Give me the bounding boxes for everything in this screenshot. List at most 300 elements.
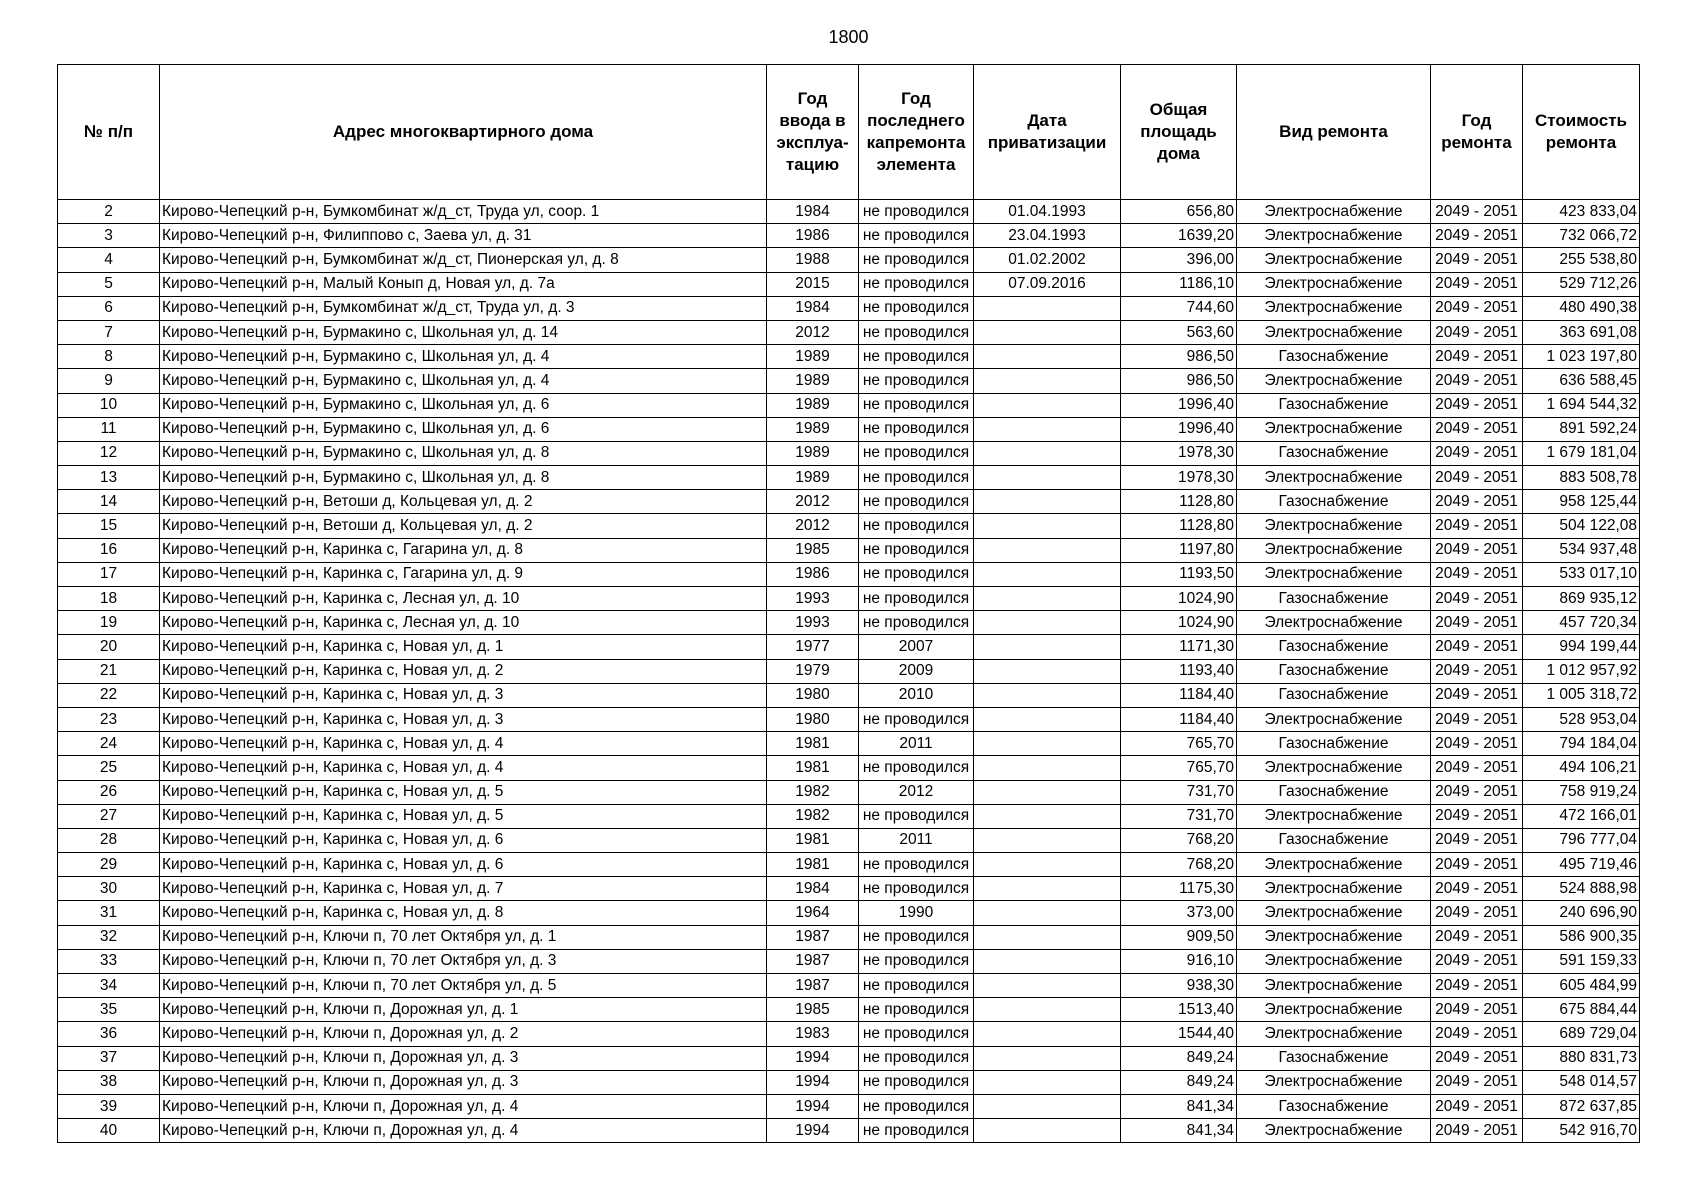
cell-last-repair-year: не проводился	[859, 369, 974, 393]
cell-address: Кирово-Чепецкий р-н, Каринка с, Новая ул, д. 5	[160, 804, 767, 828]
cell-last-repair-year: не проводился	[859, 949, 974, 973]
cell-repair-type: Электроснабжение	[1237, 224, 1431, 248]
cell-privatization-date	[974, 1094, 1121, 1118]
cell-privatization-date	[974, 1022, 1121, 1046]
cell-last-repair-year: не проводился	[859, 417, 974, 441]
cell-total-area: 916,10	[1121, 949, 1237, 973]
cell-repair-year: 2049 - 2051	[1431, 998, 1523, 1022]
table-row	[58, 320, 1640, 344]
cell-repair-year: 2049 - 2051	[1431, 683, 1523, 707]
table-row	[58, 1046, 1640, 1070]
cell-last-repair-year: 2011	[859, 828, 974, 852]
cell-privatization-date: 01.04.1993	[974, 200, 1121, 224]
table-row	[58, 877, 1640, 901]
table-row	[58, 1119, 1640, 1143]
cell-repair-year: 2049 - 2051	[1431, 1022, 1523, 1046]
table-row	[58, 974, 1640, 998]
cell-number: 33	[58, 949, 160, 973]
cell-total-area: 849,24	[1121, 1070, 1237, 1094]
cell-last-repair-year: не проводился	[859, 248, 974, 272]
table-row	[58, 272, 1640, 296]
cell-number: 22	[58, 683, 160, 707]
table-row	[58, 248, 1640, 272]
cell-commission-year: 1982	[767, 804, 859, 828]
cell-total-area: 1175,30	[1121, 877, 1237, 901]
cell-address: Кирово-Чепецкий р-н, Бурмакино с, Школьная ул, д. 6	[160, 417, 767, 441]
cell-last-repair-year: не проводился	[859, 320, 974, 344]
cell-privatization-date	[974, 1046, 1121, 1070]
cell-repair-cost: 1 012 957,92	[1523, 659, 1640, 683]
cell-repair-type: Электроснабжение	[1237, 853, 1431, 877]
cell-commission-year: 1994	[767, 1119, 859, 1143]
cell-last-repair-year: не проводился	[859, 804, 974, 828]
cell-repair-type: Газоснабжение	[1237, 683, 1431, 707]
cell-repair-type: Газоснабжение	[1237, 732, 1431, 756]
table-row	[58, 925, 1640, 949]
cell-commission-year: 1985	[767, 538, 859, 562]
cell-repair-cost: 457 720,34	[1523, 611, 1640, 635]
cell-number: 14	[58, 490, 160, 514]
cell-privatization-date	[974, 587, 1121, 611]
cell-repair-type: Электроснабжение	[1237, 562, 1431, 586]
cell-last-repair-year: не проводился	[859, 466, 974, 490]
cell-commission-year: 1981	[767, 756, 859, 780]
cell-last-repair-year: не проводился	[859, 441, 974, 465]
cell-commission-year: 1977	[767, 635, 859, 659]
cell-address: Кирово-Чепецкий р-н, Каринка с, Лесная ул, д. 10	[160, 587, 767, 611]
header-commission-year: Год ввода в эксплуа-тацию	[767, 65, 859, 200]
cell-privatization-date	[974, 998, 1121, 1022]
table-row	[58, 683, 1640, 707]
table-body	[58, 200, 1640, 1143]
cell-last-repair-year: 2011	[859, 732, 974, 756]
cell-privatization-date	[974, 538, 1121, 562]
table-header-row	[58, 65, 1640, 200]
table-row	[58, 828, 1640, 852]
page-number: 1800	[828, 27, 869, 47]
cell-repair-year: 2049 - 2051	[1431, 514, 1523, 538]
cell-last-repair-year: 2007	[859, 635, 974, 659]
table-row	[58, 393, 1640, 417]
cell-repair-cost: 872 637,85	[1523, 1094, 1640, 1118]
cell-repair-cost: 880 831,73	[1523, 1046, 1640, 1070]
cell-repair-type: Электроснабжение	[1237, 901, 1431, 925]
cell-privatization-date	[974, 611, 1121, 635]
cell-repair-type: Электроснабжение	[1237, 538, 1431, 562]
cell-total-area: 731,70	[1121, 804, 1237, 828]
cell-number: 23	[58, 707, 160, 731]
cell-address: Кирово-Чепецкий р-н, Ключи п, 70 лет Октября ул, д. 1	[160, 925, 767, 949]
table-row	[58, 804, 1640, 828]
cell-commission-year: 1994	[767, 1046, 859, 1070]
cell-address: Кирово-Чепецкий р-н, Бурмакино с, Школьная ул, д. 14	[160, 320, 767, 344]
cell-total-area: 744,60	[1121, 296, 1237, 320]
cell-last-repair-year: не проводился	[859, 877, 974, 901]
cell-repair-type: Электроснабжение	[1237, 514, 1431, 538]
cell-commission-year: 1989	[767, 441, 859, 465]
table-row	[58, 901, 1640, 925]
cell-repair-type: Электроснабжение	[1237, 1070, 1431, 1094]
table-row	[58, 490, 1640, 514]
cell-address: Кирово-Чепецкий р-н, Ключи п, 70 лет Октября ул, д. 3	[160, 949, 767, 973]
cell-repair-type: Газоснабжение	[1237, 1046, 1431, 1070]
table-row	[58, 441, 1640, 465]
cell-total-area: 1024,90	[1121, 587, 1237, 611]
cell-privatization-date: 23.04.1993	[974, 224, 1121, 248]
cell-repair-cost: 363 691,08	[1523, 320, 1640, 344]
cell-privatization-date	[974, 707, 1121, 731]
cell-number: 2	[58, 200, 160, 224]
cell-repair-cost: 675 884,44	[1523, 998, 1640, 1022]
cell-number: 15	[58, 514, 160, 538]
cell-commission-year: 1994	[767, 1094, 859, 1118]
cell-total-area: 656,80	[1121, 200, 1237, 224]
header-privatization-date: Дата приватизации	[974, 65, 1121, 200]
cell-commission-year: 2012	[767, 514, 859, 538]
cell-repair-cost: 494 106,21	[1523, 756, 1640, 780]
cell-repair-cost: 1 694 544,32	[1523, 393, 1640, 417]
cell-last-repair-year: не проводился	[859, 1022, 974, 1046]
cell-number: 12	[58, 441, 160, 465]
cell-repair-cost: 1 005 318,72	[1523, 683, 1640, 707]
table-row	[58, 200, 1640, 224]
cell-address: Кирово-Чепецкий р-н, Ключи п, Дорожная ул, д. 3	[160, 1070, 767, 1094]
table-row	[58, 707, 1640, 731]
cell-address: Кирово-Чепецкий р-н, Ветоши д, Кольцевая ул, д. 2	[160, 490, 767, 514]
cell-last-repair-year: не проводился	[859, 562, 974, 586]
cell-last-repair-year: не проводился	[859, 974, 974, 998]
cell-commission-year: 1981	[767, 853, 859, 877]
cell-number: 40	[58, 1119, 160, 1143]
table-row	[58, 224, 1640, 248]
header-total-area: Общая площадь дома	[1121, 65, 1237, 200]
cell-repair-year: 2049 - 2051	[1431, 925, 1523, 949]
cell-repair-type: Электроснабжение	[1237, 417, 1431, 441]
repair-registry-table	[57, 64, 1640, 1143]
cell-total-area: 1193,50	[1121, 562, 1237, 586]
cell-repair-cost: 689 729,04	[1523, 1022, 1640, 1046]
cell-commission-year: 1987	[767, 974, 859, 998]
cell-commission-year: 1981	[767, 828, 859, 852]
cell-last-repair-year: не проводился	[859, 490, 974, 514]
cell-commission-year: 1980	[767, 707, 859, 731]
cell-address: Кирово-Чепецкий р-н, Каринка с, Новая ул, д. 6	[160, 853, 767, 877]
cell-repair-type: Газоснабжение	[1237, 828, 1431, 852]
cell-repair-type: Электроснабжение	[1237, 320, 1431, 344]
cell-last-repair-year: не проводился	[859, 1070, 974, 1094]
cell-repair-type: Газоснабжение	[1237, 441, 1431, 465]
cell-number: 37	[58, 1046, 160, 1070]
cell-repair-year: 2049 - 2051	[1431, 393, 1523, 417]
cell-repair-year: 2049 - 2051	[1431, 248, 1523, 272]
cell-last-repair-year: не проводился	[859, 200, 974, 224]
cell-privatization-date	[974, 345, 1121, 369]
cell-number: 29	[58, 853, 160, 877]
cell-last-repair-year: не проводился	[859, 707, 974, 731]
table-row	[58, 732, 1640, 756]
cell-repair-year: 2049 - 2051	[1431, 853, 1523, 877]
table-row	[58, 514, 1640, 538]
cell-repair-cost: 504 122,08	[1523, 514, 1640, 538]
cell-repair-year: 2049 - 2051	[1431, 659, 1523, 683]
cell-repair-type: Газоснабжение	[1237, 490, 1431, 514]
cell-privatization-date	[974, 296, 1121, 320]
cell-address: Кирово-Чепецкий р-н, Каринка с, Новая ул, д. 2	[160, 659, 767, 683]
cell-repair-type: Газоснабжение	[1237, 659, 1431, 683]
cell-last-repair-year: 2010	[859, 683, 974, 707]
cell-number: 8	[58, 345, 160, 369]
cell-commission-year: 1987	[767, 949, 859, 973]
table-row	[58, 345, 1640, 369]
cell-repair-type: Электроснабжение	[1237, 1022, 1431, 1046]
cell-total-area: 1197,80	[1121, 538, 1237, 562]
cell-repair-year: 2049 - 2051	[1431, 949, 1523, 973]
cell-commission-year: 1964	[767, 901, 859, 925]
cell-repair-year: 2049 - 2051	[1431, 345, 1523, 369]
cell-number: 20	[58, 635, 160, 659]
cell-commission-year: 2015	[767, 272, 859, 296]
header-repair-year: Год ремонта	[1431, 65, 1523, 200]
cell-repair-cost: 891 592,24	[1523, 417, 1640, 441]
cell-repair-cost: 480 490,38	[1523, 296, 1640, 320]
cell-address: Кирово-Чепецкий р-н, Каринка с, Гагарина ул, д. 9	[160, 562, 767, 586]
cell-repair-type: Газоснабжение	[1237, 345, 1431, 369]
cell-privatization-date	[974, 466, 1121, 490]
cell-commission-year: 1986	[767, 562, 859, 586]
cell-repair-year: 2049 - 2051	[1431, 756, 1523, 780]
cell-repair-cost: 1 679 181,04	[1523, 441, 1640, 465]
cell-number: 34	[58, 974, 160, 998]
cell-repair-cost: 758 919,24	[1523, 780, 1640, 804]
cell-privatization-date	[974, 804, 1121, 828]
cell-repair-year: 2049 - 2051	[1431, 707, 1523, 731]
cell-repair-type: Электроснабжение	[1237, 296, 1431, 320]
cell-privatization-date: 01.02.2002	[974, 248, 1121, 272]
cell-total-area: 938,30	[1121, 974, 1237, 998]
cell-address: Кирово-Чепецкий р-н, Каринка с, Новая ул, д. 4	[160, 756, 767, 780]
cell-last-repair-year: не проводился	[859, 611, 974, 635]
cell-repair-cost: 869 935,12	[1523, 587, 1640, 611]
cell-total-area: 731,70	[1121, 780, 1237, 804]
cell-repair-cost: 591 159,33	[1523, 949, 1640, 973]
table-row	[58, 466, 1640, 490]
cell-repair-cost: 423 833,04	[1523, 200, 1640, 224]
cell-total-area: 1193,40	[1121, 659, 1237, 683]
cell-address: Кирово-Чепецкий р-н, Ключи п, Дорожная ул, д. 2	[160, 1022, 767, 1046]
cell-commission-year: 1984	[767, 200, 859, 224]
cell-repair-year: 2049 - 2051	[1431, 441, 1523, 465]
cell-commission-year: 1989	[767, 369, 859, 393]
cell-privatization-date	[974, 853, 1121, 877]
cell-repair-type: Газоснабжение	[1237, 393, 1431, 417]
cell-repair-year: 2049 - 2051	[1431, 1070, 1523, 1094]
cell-total-area: 1128,80	[1121, 490, 1237, 514]
cell-last-repair-year: не проводился	[859, 224, 974, 248]
cell-repair-year: 2049 - 2051	[1431, 224, 1523, 248]
table-row	[58, 949, 1640, 973]
cell-repair-year: 2049 - 2051	[1431, 635, 1523, 659]
cell-address: Кирово-Чепецкий р-н, Каринка с, Новая ул, д. 1	[160, 635, 767, 659]
cell-number: 10	[58, 393, 160, 417]
cell-commission-year: 1979	[767, 659, 859, 683]
cell-address: Кирово-Чепецкий р-н, Каринка с, Новая ул, д. 3	[160, 683, 767, 707]
cell-privatization-date	[974, 901, 1121, 925]
cell-address: Кирово-Чепецкий р-н, Каринка с, Новая ул, д. 4	[160, 732, 767, 756]
cell-repair-cost: 994 199,44	[1523, 635, 1640, 659]
cell-repair-type: Электроснабжение	[1237, 200, 1431, 224]
cell-total-area: 1184,40	[1121, 683, 1237, 707]
table-row	[58, 780, 1640, 804]
cell-privatization-date	[974, 780, 1121, 804]
cell-privatization-date	[974, 441, 1121, 465]
cell-repair-year: 2049 - 2051	[1431, 369, 1523, 393]
cell-privatization-date	[974, 1070, 1121, 1094]
cell-repair-cost: 586 900,35	[1523, 925, 1640, 949]
cell-repair-year: 2049 - 2051	[1431, 974, 1523, 998]
cell-total-area: 768,20	[1121, 828, 1237, 852]
cell-last-repair-year: не проводился	[859, 393, 974, 417]
cell-privatization-date: 07.09.2016	[974, 272, 1121, 296]
cell-repair-cost: 1 023 197,80	[1523, 345, 1640, 369]
table-row	[58, 611, 1640, 635]
cell-address: Кирово-Чепецкий р-н, Ключи п, Дорожная ул, д. 3	[160, 1046, 767, 1070]
cell-address: Кирово-Чепецкий р-н, Бурмакино с, Школьная ул, д. 4	[160, 345, 767, 369]
table-row	[58, 756, 1640, 780]
cell-commission-year: 1988	[767, 248, 859, 272]
cell-total-area: 986,50	[1121, 345, 1237, 369]
cell-total-area: 1544,40	[1121, 1022, 1237, 1046]
cell-total-area: 986,50	[1121, 369, 1237, 393]
table-row	[58, 369, 1640, 393]
cell-commission-year: 1993	[767, 611, 859, 635]
cell-total-area: 768,20	[1121, 853, 1237, 877]
cell-total-area: 841,34	[1121, 1119, 1237, 1143]
cell-repair-year: 2049 - 2051	[1431, 490, 1523, 514]
cell-repair-year: 2049 - 2051	[1431, 320, 1523, 344]
cell-address: Кирово-Чепецкий р-н, Каринка с, Новая ул, д. 7	[160, 877, 767, 901]
cell-repair-cost: 495 719,46	[1523, 853, 1640, 877]
cell-repair-cost: 883 508,78	[1523, 466, 1640, 490]
cell-repair-type: Электроснабжение	[1237, 877, 1431, 901]
cell-last-repair-year: не проводился	[859, 925, 974, 949]
cell-repair-cost: 533 017,10	[1523, 562, 1640, 586]
cell-commission-year: 2012	[767, 490, 859, 514]
cell-repair-type: Электроснабжение	[1237, 248, 1431, 272]
cell-repair-cost: 548 014,57	[1523, 1070, 1640, 1094]
cell-repair-year: 2049 - 2051	[1431, 587, 1523, 611]
table-row	[58, 587, 1640, 611]
cell-privatization-date	[974, 732, 1121, 756]
cell-last-repair-year: не проводился	[859, 1119, 974, 1143]
cell-privatization-date	[974, 949, 1121, 973]
cell-privatization-date	[974, 659, 1121, 683]
cell-commission-year: 1993	[767, 587, 859, 611]
cell-repair-type: Электроснабжение	[1237, 925, 1431, 949]
cell-privatization-date	[974, 877, 1121, 901]
cell-repair-type: Электроснабжение	[1237, 756, 1431, 780]
cell-number: 9	[58, 369, 160, 393]
cell-repair-cost: 529 712,26	[1523, 272, 1640, 296]
cell-repair-year: 2049 - 2051	[1431, 466, 1523, 490]
cell-repair-year: 2049 - 2051	[1431, 877, 1523, 901]
cell-address: Кирово-Чепецкий р-н, Бурмакино с, Школьная ул, д. 4	[160, 369, 767, 393]
cell-last-repair-year: не проводился	[859, 538, 974, 562]
table-row	[58, 853, 1640, 877]
table-row	[58, 1070, 1640, 1094]
cell-repair-type: Электроснабжение	[1237, 998, 1431, 1022]
cell-total-area: 1128,80	[1121, 514, 1237, 538]
cell-address: Кирово-Чепецкий р-н, Каринка с, Новая ул, д. 8	[160, 901, 767, 925]
cell-privatization-date	[974, 828, 1121, 852]
cell-privatization-date	[974, 974, 1121, 998]
cell-repair-type: Электроснабжение	[1237, 369, 1431, 393]
cell-number: 31	[58, 901, 160, 925]
table-row	[58, 562, 1640, 586]
cell-repair-year: 2049 - 2051	[1431, 780, 1523, 804]
cell-repair-type: Электроснабжение	[1237, 611, 1431, 635]
header-address: Адрес многоквартирного дома	[160, 65, 767, 200]
cell-repair-cost: 732 066,72	[1523, 224, 1640, 248]
cell-last-repair-year: не проводился	[859, 272, 974, 296]
cell-commission-year: 1985	[767, 998, 859, 1022]
cell-address: Кирово-Чепецкий р-н, Ветоши д, Кольцевая ул, д. 2	[160, 514, 767, 538]
cell-repair-cost: 796 777,04	[1523, 828, 1640, 852]
cell-repair-cost: 528 953,04	[1523, 707, 1640, 731]
cell-last-repair-year: не проводился	[859, 998, 974, 1022]
cell-address: Кирово-Чепецкий р-н, Бумкомбинат ж/д_ст, Пионерская ул, д. 8	[160, 248, 767, 272]
cell-address: Кирово-Чепецкий р-н, Каринка с, Новая ул, д. 3	[160, 707, 767, 731]
cell-repair-type: Электроснабжение	[1237, 949, 1431, 973]
cell-address: Кирово-Чепецкий р-н, Бумкомбинат ж/д_ст, Труда ул, соор. 1	[160, 200, 767, 224]
cell-privatization-date	[974, 417, 1121, 441]
cell-repair-year: 2049 - 2051	[1431, 417, 1523, 441]
cell-last-repair-year: не проводился	[859, 587, 974, 611]
cell-number: 5	[58, 272, 160, 296]
cell-number: 7	[58, 320, 160, 344]
cell-privatization-date	[974, 1119, 1121, 1143]
cell-repair-year: 2049 - 2051	[1431, 538, 1523, 562]
cell-repair-year: 2049 - 2051	[1431, 1119, 1523, 1143]
cell-number: 17	[58, 562, 160, 586]
cell-number: 11	[58, 417, 160, 441]
cell-address: Кирово-Чепецкий р-н, Ключи п, Дорожная ул, д. 1	[160, 998, 767, 1022]
cell-privatization-date	[974, 369, 1121, 393]
cell-last-repair-year: 2012	[859, 780, 974, 804]
cell-address: Кирово-Чепецкий р-н, Каринка с, Лесная ул, д. 10	[160, 611, 767, 635]
cell-number: 25	[58, 756, 160, 780]
cell-repair-cost: 958 125,44	[1523, 490, 1640, 514]
cell-privatization-date	[974, 320, 1121, 344]
cell-repair-type: Газоснабжение	[1237, 635, 1431, 659]
cell-address: Кирово-Чепецкий р-н, Каринка с, Гагарина ул, д. 8	[160, 538, 767, 562]
cell-repair-year: 2049 - 2051	[1431, 1046, 1523, 1070]
cell-repair-type: Газоснабжение	[1237, 587, 1431, 611]
cell-total-area: 1639,20	[1121, 224, 1237, 248]
cell-repair-year: 2049 - 2051	[1431, 732, 1523, 756]
cell-number: 26	[58, 780, 160, 804]
cell-privatization-date	[974, 925, 1121, 949]
cell-total-area: 849,24	[1121, 1046, 1237, 1070]
cell-last-repair-year: не проводился	[859, 1046, 974, 1070]
table-row	[58, 296, 1640, 320]
cell-repair-type: Электроснабжение	[1237, 804, 1431, 828]
cell-last-repair-year: 1990	[859, 901, 974, 925]
cell-repair-year: 2049 - 2051	[1431, 272, 1523, 296]
cell-address: Кирово-Чепецкий р-н, Бурмакино с, Школьная ул, д. 8	[160, 466, 767, 490]
cell-last-repair-year: не проводился	[859, 1094, 974, 1118]
cell-privatization-date	[974, 635, 1121, 659]
cell-total-area: 1184,40	[1121, 707, 1237, 731]
